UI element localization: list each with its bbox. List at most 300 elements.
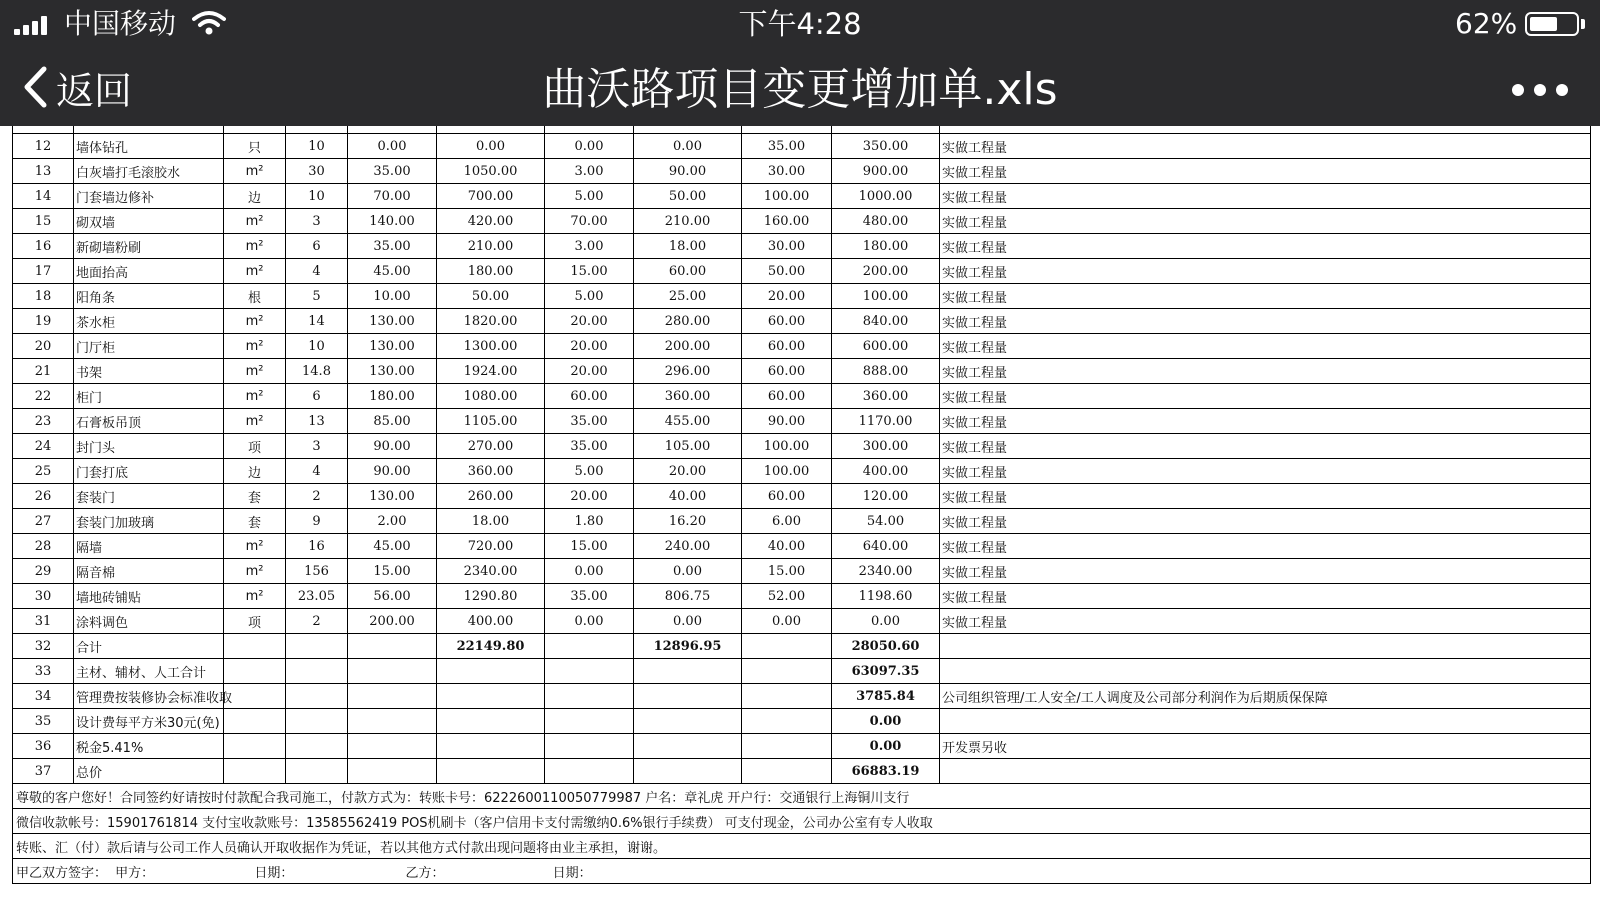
item-name-cell: 书架 [74, 359, 224, 384]
aux-total-cell [634, 734, 742, 759]
aux-total-cell: 18.00 [634, 234, 742, 259]
material-unit-price-cell: 45.00 [348, 259, 437, 284]
item-name-cell: 门套墙边修补 [74, 184, 224, 209]
item-name-cell: 主材、辅材、人工合计 [74, 659, 224, 684]
party-b-label: 乙方： [405, 865, 445, 881]
quantity-cell [286, 659, 348, 684]
remark-cell: 实做工程量 [940, 234, 1591, 259]
remark-cell: 实做工程量 [940, 134, 1591, 159]
aux-total-cell: 210.00 [634, 209, 742, 234]
labor-total-cell: 180.00 [832, 234, 940, 259]
remark-cell [940, 759, 1591, 784]
remark-cell: 实做工程量 [940, 584, 1591, 609]
material-total-cell: 1300.00 [437, 334, 545, 359]
unit-cell: 边 [224, 459, 286, 484]
table-row [13, 509, 1591, 534]
aux-total-cell [634, 659, 742, 684]
aux-unit-price-cell: 20.00 [545, 484, 634, 509]
labor-unit-price-cell: 50.00 [742, 259, 832, 284]
change-order-table [12, 108, 1591, 884]
material-unit-price-cell: 130.00 [348, 309, 437, 334]
table-row [13, 259, 1591, 284]
item-name-cell: 套装门加玻璃 [74, 509, 224, 534]
aux-unit-price-cell: 0.00 [545, 134, 634, 159]
quantity-cell: 4 [286, 459, 348, 484]
aux-unit-price-cell: 35.00 [545, 409, 634, 434]
quantity-cell: 2 [286, 609, 348, 634]
item-name-cell: 套装门 [74, 484, 224, 509]
aux-unit-price-cell: 35.00 [545, 584, 634, 609]
material-unit-price-cell [348, 759, 437, 784]
material-unit-price-cell: 45.00 [348, 534, 437, 559]
table-row [13, 184, 1591, 209]
row-number-cell: 20 [13, 334, 74, 359]
item-name-cell: 税金5.41% [74, 734, 224, 759]
table-row [13, 159, 1591, 184]
signature-line [13, 859, 1591, 884]
item-name-cell: 总价 [74, 759, 224, 784]
payment-note: 尊敬的客户您好！合同签约好请按时付款配合我司施工，付款方式为：转账卡号：6222600110050779987 户名：章礼虎 开户行：交通银行上海铜川支行 [13, 784, 1591, 809]
remark-cell: 实做工程量 [940, 534, 1591, 559]
quantity-cell: 16 [286, 534, 348, 559]
labor-total-cell: 3785.84 [832, 684, 940, 709]
row-number-cell: 31 [13, 609, 74, 634]
unit-cell: m² [224, 334, 286, 359]
labor-unit-price-cell: 60.00 [742, 309, 832, 334]
battery-icon [1525, 12, 1579, 36]
summary-row [13, 634, 1591, 659]
aux-total-cell: 0.00 [634, 559, 742, 584]
remark-cell [940, 634, 1591, 659]
remark-cell: 实做工程量 [940, 359, 1591, 384]
remark-cell: 实做工程量 [940, 284, 1591, 309]
material-unit-price-cell: 180.00 [348, 384, 437, 409]
material-total-cell: 1080.00 [437, 384, 545, 409]
aux-total-cell: 0.00 [634, 134, 742, 159]
aux-unit-price-cell: 3.00 [545, 159, 634, 184]
labor-unit-price-cell [742, 734, 832, 759]
labor-unit-price-cell: 30.00 [742, 159, 832, 184]
remark-cell: 实做工程量 [940, 484, 1591, 509]
material-total-cell: 180.00 [437, 259, 545, 284]
unit-cell: 只 [224, 134, 286, 159]
item-name-cell: 墙地砖铺贴 [74, 584, 224, 609]
labor-total-cell: 640.00 [832, 534, 940, 559]
aux-total-cell [634, 709, 742, 734]
material-unit-price-cell: 2.00 [348, 509, 437, 534]
unit-cell: m² [224, 584, 286, 609]
row-number-cell: 28 [13, 534, 74, 559]
summary-rows [13, 634, 1591, 784]
app-header [0, 0, 1600, 126]
material-total-cell: 50.00 [437, 284, 545, 309]
row-number-cell: 27 [13, 509, 74, 534]
quantity-cell: 4 [286, 259, 348, 284]
aux-unit-price-cell: 70.00 [545, 209, 634, 234]
aux-total-cell: 25.00 [634, 284, 742, 309]
material-total-cell: 1105.00 [437, 409, 545, 434]
labor-total-cell: 888.00 [832, 359, 940, 384]
material-unit-price-cell: 15.00 [348, 559, 437, 584]
aux-unit-price-cell [545, 759, 634, 784]
labor-unit-price-cell: 60.00 [742, 384, 832, 409]
summary-row [13, 659, 1591, 684]
aux-unit-price-cell [545, 659, 634, 684]
material-total-cell [437, 659, 545, 684]
row-number-cell: 15 [13, 209, 74, 234]
unit-cell: m² [224, 384, 286, 409]
unit-cell: m² [224, 359, 286, 384]
table-row [13, 209, 1591, 234]
aux-total-cell: 105.00 [634, 434, 742, 459]
quantity-cell: 6 [286, 384, 348, 409]
item-name-cell: 隔音棉 [74, 559, 224, 584]
aux-total-cell: 90.00 [634, 159, 742, 184]
aux-total-cell: 200.00 [634, 334, 742, 359]
aux-total-cell: 455.00 [634, 409, 742, 434]
battery-tip [1581, 19, 1585, 29]
quantity-cell: 9 [286, 509, 348, 534]
item-name-cell: 白灰墙打毛滚胶水 [74, 159, 224, 184]
unit-cell: m² [224, 534, 286, 559]
party-a-label: 甲方： [115, 865, 155, 881]
labor-unit-price-cell: 52.00 [742, 584, 832, 609]
aux-total-cell [634, 759, 742, 784]
material-unit-price-cell: 130.00 [348, 334, 437, 359]
row-number-cell: 22 [13, 384, 74, 409]
labor-total-cell: 2340.00 [832, 559, 940, 584]
quantity-cell [286, 634, 348, 659]
row-number-cell: 37 [13, 759, 74, 784]
item-name-cell: 阳角条 [74, 284, 224, 309]
labor-unit-price-cell: 100.00 [742, 184, 832, 209]
aux-total-cell: 60.00 [634, 259, 742, 284]
quantity-cell: 30 [286, 159, 348, 184]
quantity-cell: 5 [286, 284, 348, 309]
table-row [13, 334, 1591, 359]
aux-unit-price-cell: 5.00 [545, 284, 634, 309]
item-name-cell: 砌双墙 [74, 209, 224, 234]
battery-level-fill [1530, 17, 1557, 31]
unit-cell [224, 659, 286, 684]
item-name-cell: 门厅柜 [74, 334, 224, 359]
material-total-cell [437, 734, 545, 759]
labor-unit-price-cell [742, 759, 832, 784]
material-total-cell: 700.00 [437, 184, 545, 209]
aux-unit-price-cell [545, 709, 634, 734]
row-number-cell: 19 [13, 309, 74, 334]
row-number-cell: 29 [13, 559, 74, 584]
labor-unit-price-cell [742, 659, 832, 684]
row-number-cell: 25 [13, 459, 74, 484]
row-number-cell: 13 [13, 159, 74, 184]
remark-cell: 公司组织管理/工人安全/工人调度及公司部分利润作为后期质保保障 [940, 684, 1591, 709]
quantity-cell: 3 [286, 209, 348, 234]
aux-unit-price-cell: 1.80 [545, 509, 634, 534]
material-total-cell: 1050.00 [437, 159, 545, 184]
labor-unit-price-cell [742, 634, 832, 659]
labor-total-cell: 1170.00 [832, 409, 940, 434]
aux-unit-price-cell [545, 684, 634, 709]
item-name-cell: 封门头 [74, 434, 224, 459]
labor-total-cell: 480.00 [832, 209, 940, 234]
item-name-cell: 隔墙 [74, 534, 224, 559]
row-number-cell: 30 [13, 584, 74, 609]
aux-total-cell: 806.75 [634, 584, 742, 609]
labor-unit-price-cell: 60.00 [742, 484, 832, 509]
material-total-cell: 1820.00 [437, 309, 545, 334]
wechat-alipay-note: 微信收款帐号：15901761814 支付宝收款账号：13585562419 POS机刷卡（客户信用卡支付需缴纳0.6%银行手续费） 可支付现金，公司办公室有专人收取 [13, 809, 1591, 834]
aux-unit-price-cell: 20.00 [545, 309, 634, 334]
remark-cell: 开发票另收 [940, 734, 1591, 759]
document-title: 曲沃路项目变更增加单.xls [542, 64, 1058, 115]
labor-total-cell: 350.00 [832, 134, 940, 159]
sign-label: 甲乙双方签字： [16, 865, 108, 881]
quantity-cell: 23.05 [286, 584, 348, 609]
row-number-cell: 16 [13, 234, 74, 259]
spreadsheet-view[interactable] [12, 108, 1590, 884]
unit-cell: m² [224, 159, 286, 184]
date-b-label: 日期： [552, 865, 592, 881]
labor-total-cell: 120.00 [832, 484, 940, 509]
unit-cell: m² [224, 259, 286, 284]
unit-cell [224, 734, 286, 759]
remark-cell [940, 659, 1591, 684]
remark-cell: 实做工程量 [940, 409, 1591, 434]
item-name-cell: 地面抬高 [74, 259, 224, 284]
row-number-cell: 35 [13, 709, 74, 734]
quantity-cell: 10 [286, 334, 348, 359]
table-row [13, 134, 1591, 159]
material-unit-price-cell: 10.00 [348, 284, 437, 309]
status-bar [0, 0, 1600, 50]
labor-total-cell: 600.00 [832, 334, 940, 359]
labor-total-cell: 400.00 [832, 459, 940, 484]
labor-total-cell: 1000.00 [832, 184, 940, 209]
quantity-cell: 10 [286, 134, 348, 159]
labor-total-cell: 300.00 [832, 434, 940, 459]
labor-unit-price-cell: 100.00 [742, 434, 832, 459]
row-number-cell: 18 [13, 284, 74, 309]
aux-unit-price-cell: 20.00 [545, 334, 634, 359]
table-row [13, 459, 1591, 484]
labor-total-cell: 0.00 [832, 709, 940, 734]
summary-row [13, 684, 1591, 709]
row-number-cell: 23 [13, 409, 74, 434]
remark-cell: 实做工程量 [940, 609, 1591, 634]
quantity-cell: 3 [286, 434, 348, 459]
remark-cell: 实做工程量 [940, 209, 1591, 234]
aux-unit-price-cell: 3.00 [545, 234, 634, 259]
material-total-cell: 210.00 [437, 234, 545, 259]
quantity-cell: 2 [286, 484, 348, 509]
material-unit-price-cell [348, 634, 437, 659]
labor-total-cell: 900.00 [832, 159, 940, 184]
quantity-cell: 13 [286, 409, 348, 434]
material-unit-price-cell: 130.00 [348, 484, 437, 509]
unit-cell: m² [224, 309, 286, 334]
labor-unit-price-cell: 60.00 [742, 334, 832, 359]
aux-total-cell: 240.00 [634, 534, 742, 559]
unit-cell: 套 [224, 509, 286, 534]
row-number-cell: 24 [13, 434, 74, 459]
material-total-cell: 1924.00 [437, 359, 545, 384]
labor-total-cell: 0.00 [832, 734, 940, 759]
table-row [13, 284, 1591, 309]
row-number-cell: 36 [13, 734, 74, 759]
remark-cell: 实做工程量 [940, 559, 1591, 584]
unit-cell [224, 709, 286, 734]
material-unit-price-cell: 35.00 [348, 159, 437, 184]
row-number-cell: 14 [13, 184, 74, 209]
row-number-cell: 34 [13, 684, 74, 709]
quantity-cell: 10 [286, 184, 348, 209]
unit-cell: 边 [224, 184, 286, 209]
carrier-name: 中国移动 [64, 7, 177, 40]
material-unit-price-cell [348, 659, 437, 684]
remark-cell: 实做工程量 [940, 459, 1591, 484]
item-name-cell: 墙体钻孔 [74, 134, 224, 159]
material-unit-price-cell: 200.00 [348, 609, 437, 634]
item-name-cell: 管理费按装修协会标准收取 [74, 684, 224, 709]
unit-cell: m² [224, 559, 286, 584]
item-name-cell: 涂料调色 [74, 609, 224, 634]
unit-cell [224, 634, 286, 659]
material-total-cell: 1290.80 [437, 584, 545, 609]
remark-cell: 实做工程量 [940, 184, 1591, 209]
table-row [13, 559, 1591, 584]
material-total-cell: 360.00 [437, 459, 545, 484]
material-unit-price-cell: 35.00 [348, 234, 437, 259]
remark-cell: 实做工程量 [940, 509, 1591, 534]
aux-unit-price-cell: 5.00 [545, 459, 634, 484]
labor-total-cell: 1198.60 [832, 584, 940, 609]
unit-cell [224, 759, 286, 784]
material-unit-price-cell: 70.00 [348, 184, 437, 209]
material-total-cell: 0.00 [437, 134, 545, 159]
aux-total-cell: 16.20 [634, 509, 742, 534]
material-total-cell: 420.00 [437, 209, 545, 234]
aux-unit-price-cell: 0.00 [545, 609, 634, 634]
item-name-cell: 柜门 [74, 384, 224, 409]
labor-unit-price-cell [742, 709, 832, 734]
table-row [13, 434, 1591, 459]
aux-unit-price-cell: 5.00 [545, 184, 634, 209]
aux-unit-price-cell: 15.00 [545, 259, 634, 284]
material-total-cell: 2340.00 [437, 559, 545, 584]
summary-row [13, 709, 1591, 734]
material-unit-price-cell: 85.00 [348, 409, 437, 434]
labor-unit-price-cell: 60.00 [742, 359, 832, 384]
aux-total-cell: 0.00 [634, 609, 742, 634]
item-name-cell: 门套打底 [74, 459, 224, 484]
aux-unit-price-cell [545, 734, 634, 759]
material-unit-price-cell: 90.00 [348, 434, 437, 459]
table-row [13, 584, 1591, 609]
labor-unit-price-cell [742, 684, 832, 709]
labor-unit-price-cell: 0.00 [742, 609, 832, 634]
aux-unit-price-cell: 0.00 [545, 559, 634, 584]
unit-cell: m² [224, 409, 286, 434]
row-number-cell: 12 [13, 134, 74, 159]
unit-cell: 根 [224, 284, 286, 309]
material-unit-price-cell: 56.00 [348, 584, 437, 609]
quantity-cell: 14.8 [286, 359, 348, 384]
unit-cell: m² [224, 209, 286, 234]
quantity-cell [286, 734, 348, 759]
item-name-cell: 石膏板吊顶 [74, 409, 224, 434]
aux-total-cell: 360.00 [634, 384, 742, 409]
table-row [13, 534, 1591, 559]
row-number-cell: 21 [13, 359, 74, 384]
labor-unit-price-cell: 100.00 [742, 459, 832, 484]
labor-unit-price-cell: 160.00 [742, 209, 832, 234]
remark-cell: 实做工程量 [940, 259, 1591, 284]
quantity-cell [286, 684, 348, 709]
material-total-cell: 270.00 [437, 434, 545, 459]
material-unit-price-cell [348, 709, 437, 734]
remark-cell: 实做工程量 [940, 434, 1591, 459]
quantity-cell: 14 [286, 309, 348, 334]
more-dots-icon[interactable] [1512, 75, 1578, 105]
table-row [13, 484, 1591, 509]
item-name-cell: 茶水柜 [74, 309, 224, 334]
summary-row [13, 759, 1591, 784]
table-row [13, 309, 1591, 334]
material-total-cell: 22149.80 [437, 634, 545, 659]
material-total-cell [437, 759, 545, 784]
material-total-cell [437, 709, 545, 734]
labor-unit-price-cell: 90.00 [742, 409, 832, 434]
summary-row [13, 734, 1591, 759]
labor-unit-price-cell: 35.00 [742, 134, 832, 159]
table-row [13, 609, 1591, 634]
material-total-cell [437, 684, 545, 709]
aux-total-cell: 50.00 [634, 184, 742, 209]
aux-unit-price-cell: 35.00 [545, 434, 634, 459]
remark-cell: 实做工程量 [940, 334, 1591, 359]
row-number-cell: 26 [13, 484, 74, 509]
aux-unit-price-cell: 60.00 [545, 384, 634, 409]
labor-unit-price-cell: 30.00 [742, 234, 832, 259]
table-row [13, 409, 1591, 434]
material-total-cell: 720.00 [437, 534, 545, 559]
labor-total-cell: 360.00 [832, 384, 940, 409]
battery-percent: 62% [1455, 7, 1518, 40]
material-total-cell: 260.00 [437, 484, 545, 509]
back-label: 返回 [56, 68, 133, 113]
material-unit-price-cell [348, 734, 437, 759]
remark-cell: 实做工程量 [940, 384, 1591, 409]
unit-cell: 项 [224, 434, 286, 459]
quantity-cell: 6 [286, 234, 348, 259]
aux-total-cell: 12896.95 [634, 634, 742, 659]
quantity-cell: 156 [286, 559, 348, 584]
aux-total-cell [634, 684, 742, 709]
aux-unit-price-cell [545, 634, 634, 659]
receipt-note: 转账、汇（付）款后请与公司工作人员确认开取收据作为凭证，若以其他方式付款出现问题将由业主承担，谢谢。 [13, 834, 1591, 859]
quantity-cell [286, 759, 348, 784]
labor-total-cell: 200.00 [832, 259, 940, 284]
labor-unit-price-cell: 20.00 [742, 284, 832, 309]
aux-total-cell: 280.00 [634, 309, 742, 334]
labor-total-cell: 28050.60 [832, 634, 940, 659]
labor-unit-price-cell: 15.00 [742, 559, 832, 584]
labor-total-cell: 840.00 [832, 309, 940, 334]
aux-total-cell: 40.00 [634, 484, 742, 509]
aux-unit-price-cell: 20.00 [545, 359, 634, 384]
labor-total-cell: 54.00 [832, 509, 940, 534]
